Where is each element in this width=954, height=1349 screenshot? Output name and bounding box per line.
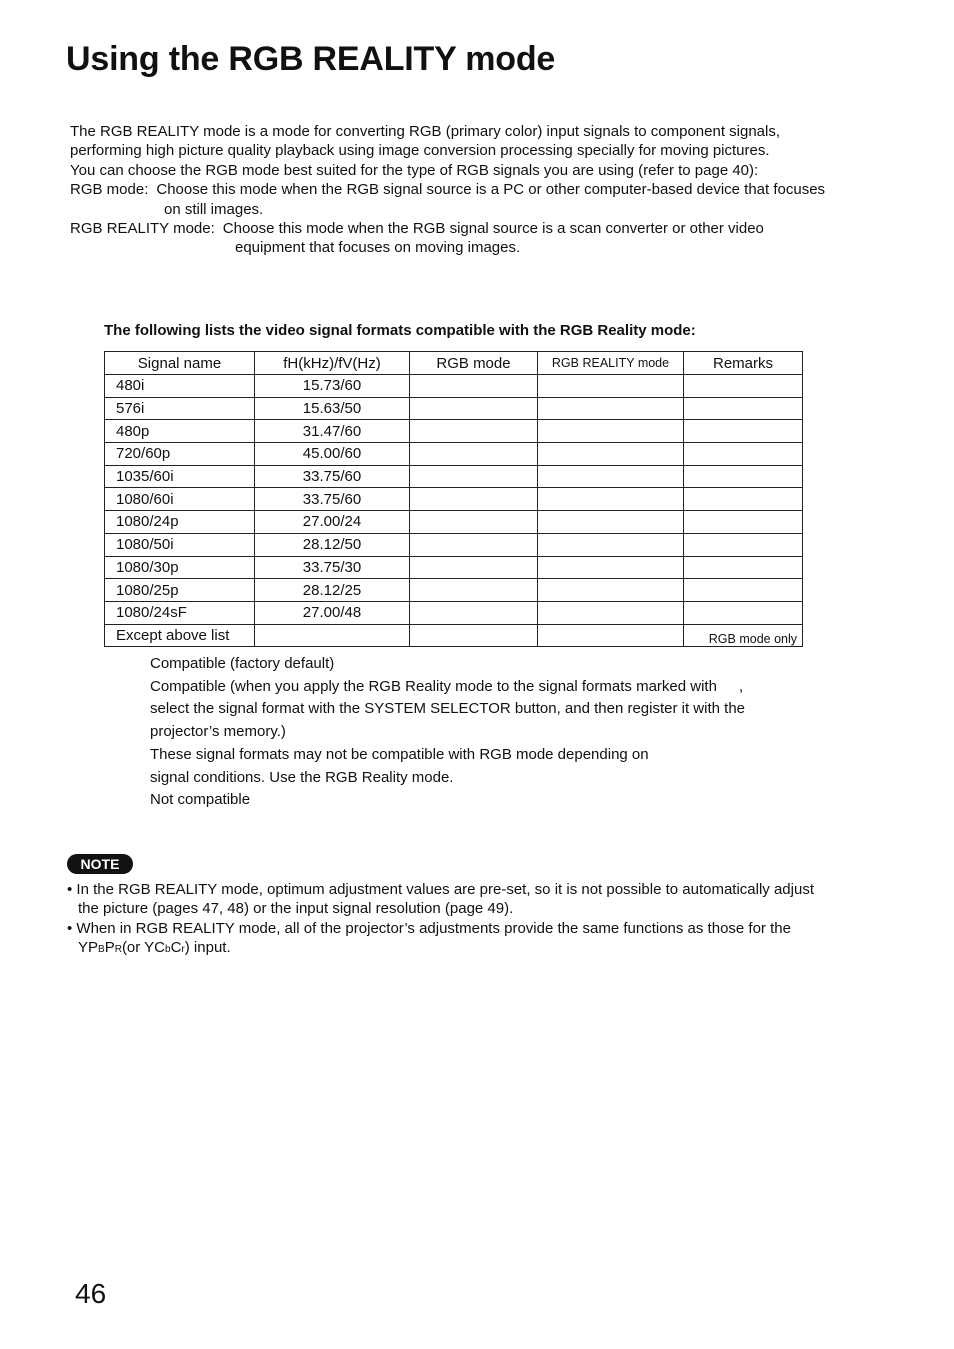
intro-line: You can choose the RGB mode best suited for the type of RGB signals you are using (refer to page 40):: [70, 161, 759, 179]
rgb-reality-cell: [538, 375, 684, 398]
rgb-reality-cell: [538, 443, 684, 466]
remarks-cell: [684, 533, 803, 556]
legend-item: Compatible (factory default): [150, 655, 335, 672]
intro-line: performing high picture quality playback using image conversion processing specially for moving pictures.: [70, 142, 770, 160]
legend-text: Compatible (when you apply the RGB Reality mode to the signal formats marked with: [150, 677, 717, 695]
rgb-mode-cell: [410, 488, 538, 511]
rgb-mode-cell: [410, 511, 538, 534]
signal-name-cell: 1080/50i: [105, 533, 255, 556]
note-text: the picture (pages 47, 48) or the input signal resolution (page 49).: [78, 900, 514, 918]
signal-name-cell: 576i: [105, 397, 255, 420]
legend-item-cont: projector’s memory.): [150, 723, 286, 741]
remarks-cell: RGB mode only: [684, 624, 803, 647]
remarks-cell: [684, 601, 803, 624]
legend-item-cont: signal conditions. Use the RGB Reality mode.: [150, 768, 454, 786]
frequency-cell: 27.00/24: [255, 511, 410, 534]
signal-name-cell: 1080/30p: [105, 556, 255, 579]
signal-name-cell: 480p: [105, 420, 255, 443]
remarks-cell: [684, 420, 803, 443]
rgb-reality-cell: [538, 601, 684, 624]
legend-item: These signal formats may not be compatible with RGB mode depending on: [150, 745, 649, 763]
table-row: [105, 375, 803, 398]
rgb-reality-cell: [538, 465, 684, 488]
signal-name-cell: 1080/24sF: [105, 601, 255, 624]
note-text: • In the RGB REALITY mode, optimum adjustment values are pre-set, so it is not possible to automatically adjust: [67, 881, 814, 898]
rgb-reality-cell: [538, 397, 684, 420]
note-text: • When in RGB REALITY mode, all of the projector’s adjustments provide the same functions as those for the: [67, 919, 791, 937]
remarks-cell: [684, 511, 803, 534]
table-row: [105, 511, 803, 534]
legend-text: ,: [738, 677, 744, 695]
rgb-reality-description: [70, 219, 900, 238]
remarks-cell: [684, 556, 803, 579]
frequency-cell: 15.63/50: [255, 397, 410, 420]
rgb-mode-cell: [410, 579, 538, 602]
rgb-reality-label: RGB REALITY mode:: [70, 220, 215, 238]
header-frequency: fH(kHz)/fV(Hz): [255, 352, 410, 375]
signal-name-cell: 480i: [105, 375, 255, 398]
rgb-reality-text: Choose this mode when the RGB signal source is a scan converter or other video: [222, 220, 764, 238]
rgb-mode-cell: [410, 624, 538, 647]
table-row: [105, 601, 803, 624]
frequency-cell: 33.75/60: [255, 465, 410, 488]
rgb-mode-cell: [410, 556, 538, 579]
note-text: YPBPR(or YCbCr) input.: [78, 939, 231, 957]
table-row: [105, 443, 803, 466]
rgb-reality-cell: [538, 420, 684, 443]
signal-name-cell: 1080/24p: [105, 511, 255, 534]
legend: [150, 653, 810, 812]
frequency-cell: 28.12/50: [255, 533, 410, 556]
page-number: 46: [75, 1278, 107, 1309]
note-item: [67, 919, 887, 960]
remarks-cell: [684, 465, 803, 488]
table-row: [105, 465, 803, 488]
rgb-mode-cell: [410, 397, 538, 420]
legend-item: [150, 676, 810, 699]
table-row: [105, 420, 803, 443]
table-row: [105, 533, 803, 556]
frequency-cell: [255, 624, 410, 647]
signal-format-table: [104, 351, 803, 647]
rgb-mode-cell: [410, 420, 538, 443]
rgb-mode-cell: [410, 465, 538, 488]
header-signal-name: Signal name: [105, 352, 255, 375]
rgb-mode-label: RGB mode:: [70, 181, 149, 199]
legend-item-cont: select the signal format with the SYSTEM SELECTOR button, and then register it with the: [150, 700, 746, 718]
rgb-reality-cell: [538, 579, 684, 602]
frequency-cell: 31.47/60: [255, 420, 410, 443]
remarks-cell: [684, 443, 803, 466]
page-title: Using the RGB REALITY mode: [66, 40, 556, 78]
remarks-cell: [684, 375, 803, 398]
rgb-mode-cell: [410, 443, 538, 466]
note-badge: NOTE: [67, 854, 133, 874]
remarks-cell: [684, 488, 803, 511]
note-item: [67, 880, 887, 919]
remarks-cell: [684, 397, 803, 420]
table-row: [105, 556, 803, 579]
remarks-cell: [684, 579, 803, 602]
rgb-mode-text-cont: on still images.: [164, 200, 264, 218]
frequency-cell: 45.00/60: [255, 443, 410, 466]
rgb-mode-description: [70, 180, 900, 199]
rgb-reality-cell: [538, 533, 684, 556]
frequency-cell: 27.00/48: [255, 601, 410, 624]
rgb-mode-text: Choose this mode when the RGB signal source is a PC or other computer-based device that focuses: [156, 181, 826, 199]
table-title: The following lists the video signal formats compatible with the RGB Reality mode:: [104, 322, 696, 339]
rgb-reality-text-cont: equipment that focuses on moving images.: [235, 239, 521, 257]
header-rgb-mode: RGB mode: [410, 352, 538, 375]
table-row: [105, 579, 803, 602]
rgb-mode-cell: [410, 601, 538, 624]
signal-name-cell: 1035/60i: [105, 465, 255, 488]
intro-line: The RGB REALITY mode is a mode for converting RGB (primary color) input signals to component signals,: [70, 123, 781, 140]
signal-name-cell: 720/60p: [105, 443, 255, 466]
table-header-row: [105, 352, 803, 375]
rgb-reality-cell: [538, 624, 684, 647]
header-remarks: Remarks: [684, 352, 803, 375]
table-row: [105, 397, 803, 420]
rgb-reality-cell: [538, 488, 684, 511]
rgb-mode-cell: [410, 375, 538, 398]
signal-name-cell: 1080/25p: [105, 579, 255, 602]
header-rgb-reality-mode: RGB REALITY mode: [538, 352, 684, 375]
rgb-mode-cell: [410, 533, 538, 556]
legend-item: Not compatible: [150, 791, 251, 809]
signal-name-cell: 1080/60i: [105, 488, 255, 511]
notes: [67, 880, 887, 960]
frequency-cell: 28.12/25: [255, 579, 410, 602]
table-row: [105, 624, 803, 647]
rgb-reality-cell: [538, 556, 684, 579]
signal-name-cell: Except above list: [105, 624, 255, 647]
table-row: [105, 488, 803, 511]
frequency-cell: 33.75/30: [255, 556, 410, 579]
intro-text: [70, 122, 900, 258]
rgb-reality-cell: [538, 511, 684, 534]
frequency-cell: 33.75/60: [255, 488, 410, 511]
frequency-cell: 15.73/60: [255, 375, 410, 398]
